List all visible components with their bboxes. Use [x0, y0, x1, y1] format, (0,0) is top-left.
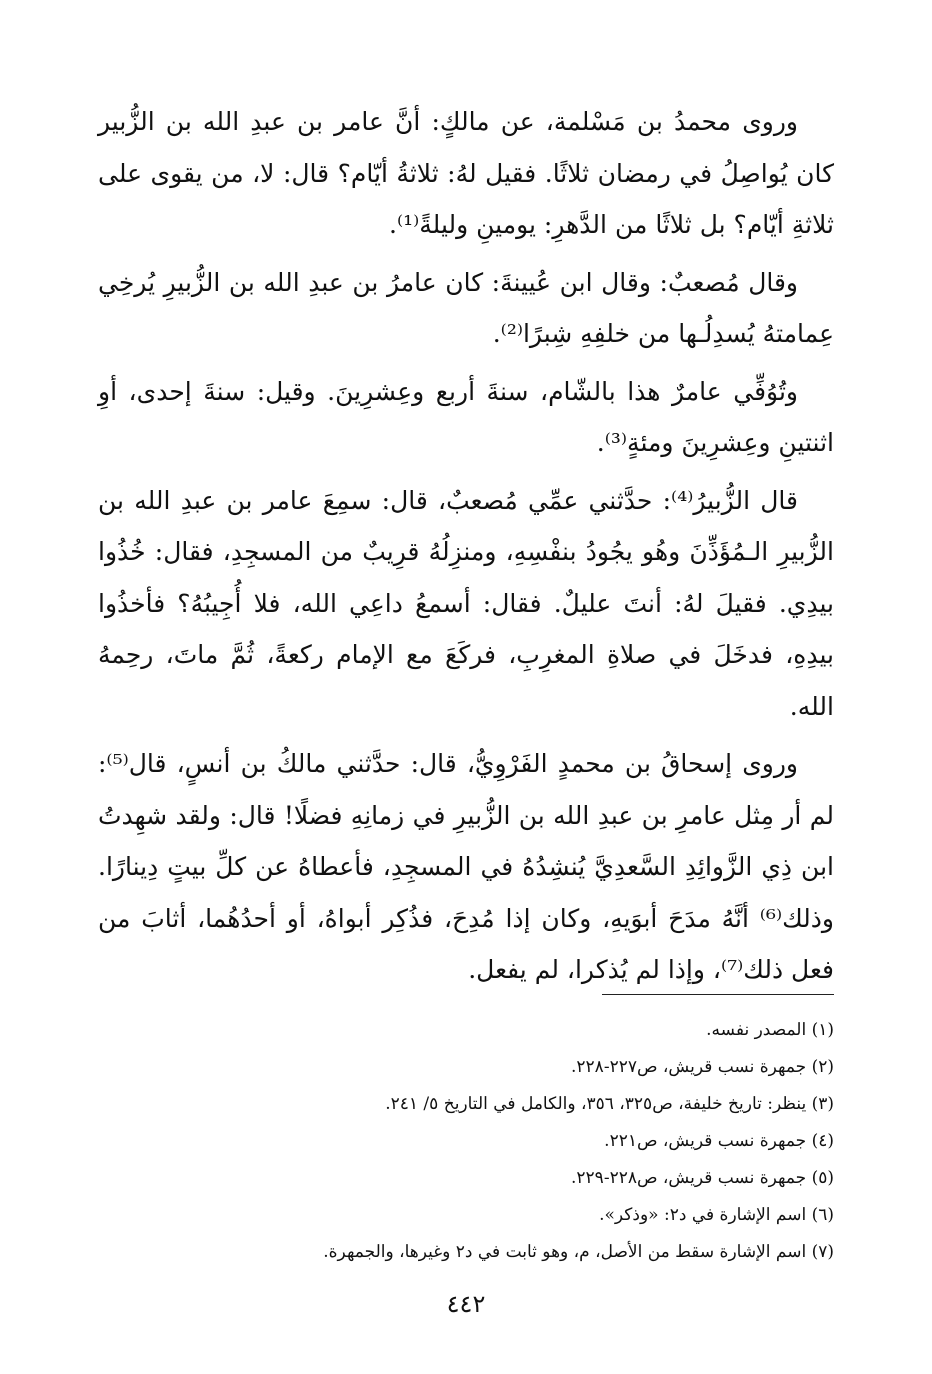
footnote-2: (٢) جمهرة نسب قريش، ص٢٢٧-٢٢٨. — [571, 1057, 834, 1077]
footnote-1: (١) المصدر نفسه. — [706, 1020, 834, 1040]
footnote-6: (٦) اسم الإشارة في د٢: «وذكر». — [599, 1205, 834, 1225]
page-number: ٤٤٢ — [446, 1290, 486, 1318]
footnotes — [98, 1012, 834, 1271]
paragraph-5: وروى إسحاقُ بن محمدٍ الفَرْوِيُّ، قال: حدَّثني مالكُ بن أنسٍ، قال⁽⁵⁾: لم أر مِثل عامرِ بن عبدِ الله بن الزُّبيرِ في زمانِهِ فضلًا! قال: ولقد شهِدتُ ابن ذِي الزَّوائِدِ السَّعدِيَّ يُنشِدُهُ في المسجِدِ، فأعطاهُ عن كلِّ بيتٍ دِينارًا. وذلك⁽⁶⁾ أنَّهُ مدَحَ أبوَيهِ، وكان إذا مُدِحَ، فذُكِر أبواهُ، أو أحدُهُما، أثابَ من فعل ذلك⁽⁷⁾، وإذا لم يُذكرا، لم يفعل. — [98, 749, 834, 984]
footnote-5: (٥) جمهرة نسب قريش، ص٢٢٨-٢٢٩. — [571, 1168, 834, 1188]
paragraph-4: قال الزُّبيرُ⁽⁴⁾: حدَّثني عمِّي مُصعبٌ، قال: سمِعَ عامر بن عبدِ الله بن الزُّبيرِ الـمُؤَذِّنَ وهُو يجُودُ بنفْسِهِ، ومنزِلُهُ قرِيبٌ من المسجِدِ، فقال: خُذُوا بيدِي. فقيلَ لهُ: أنتَ عليلٌ. فقال: أسمعُ داعِي الله، فلا أُجِيبُهُ؟ فأخذُوا بيدِهِ، فدخَلَ في صلاةِ المغرِبِ، فركَعَ مع الإمام ركعةً، ثُمَّ ماتَ، رحِمهُ الله. — [98, 485, 834, 721]
footnote-3: (٣) ينظر: تاريخ خليفة، ص٣٢٥، ٣٥٦، والكامل في التاريخ ٥/ ٢٤١. — [385, 1094, 834, 1114]
paragraph-2: وقال مُصعبٌ: وقال ابن عُيينةَ: كان عامرُ بن عبدِ الله بن الزُّبيرِ يُرخِي عِمامتهُ يُسدِلُـها من خلفِهِ شِبرًا⁽²⁾. — [98, 267, 834, 348]
footnote-7: (٧) اسم الإشارة سقط من الأصل، م، وهو ثابت في د٢ وغيرها، والجمهرة. — [323, 1242, 834, 1262]
footnote-separator — [602, 994, 834, 995]
paragraph-3: وتُوُفِّي عامرٌ هذا بالشّام، سنةَ أربع وعِشرِينَ. وقيل: سنةَ إحدى، أوِ اثنتينِ وعِشرِينَ ومئةٍ⁽³⁾. — [98, 376, 834, 457]
footnote-4: (٤) جمهرة نسب قريش، ص٢٢١. — [604, 1131, 834, 1151]
paragraph-1: وروى محمدُ بن مَسْلمة، عن مالكٍ: أنَّ عامر بن عبدِ الله بن الزُّبير كان يُواصِلُ في رمضان ثلاثًا. فقيل لهُ: ثلاثةُ أيّام؟ قال: لا، من يقوى على ثلاثةِ أيّام؟ بل ثلاثًا من الدَّهرِ: يومينِ وليلةً⁽¹⁾. — [98, 107, 834, 239]
main-text — [98, 96, 834, 1002]
